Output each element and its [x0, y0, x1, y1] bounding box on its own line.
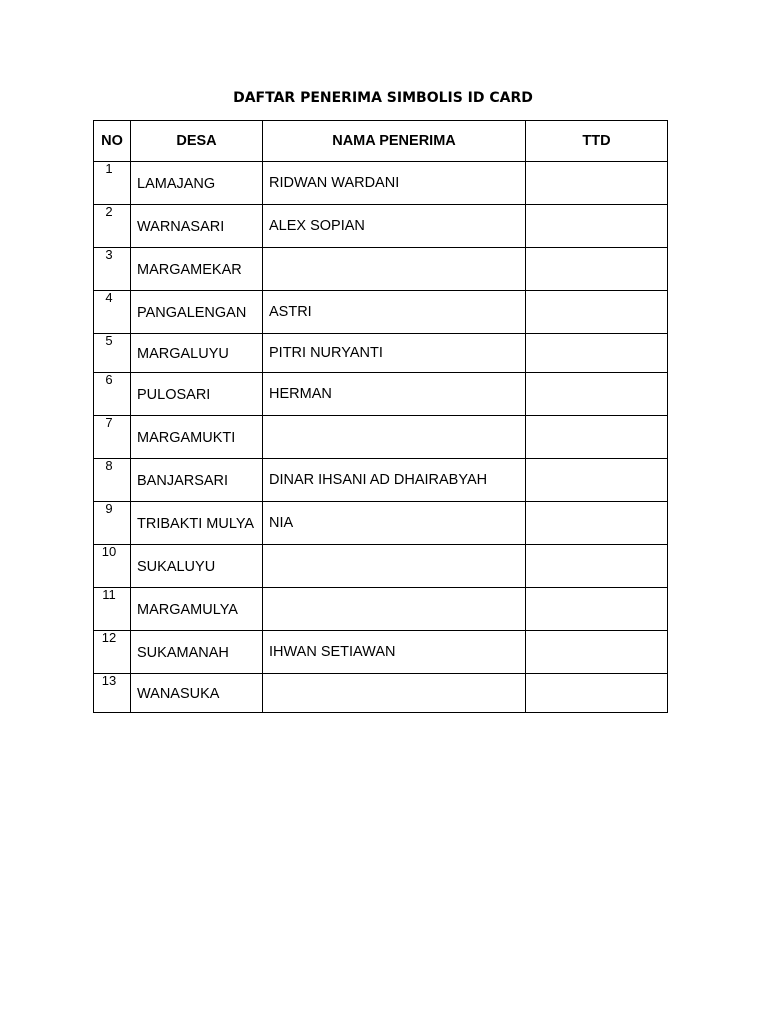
- table-row: [94, 205, 668, 248]
- cell-ttd: [526, 248, 668, 291]
- table-body: [94, 162, 668, 713]
- header-ttd: TTD: [526, 121, 668, 162]
- cell-desa: LAMAJANG: [131, 162, 263, 205]
- header-no: NO: [94, 121, 131, 162]
- cell-nama-penerima: [263, 674, 526, 713]
- table-row: [94, 416, 668, 459]
- cell-ttd: [526, 502, 668, 545]
- cell-ttd: [526, 631, 668, 674]
- table-row: [94, 373, 668, 416]
- table-row: [94, 502, 668, 545]
- cell-nama-penerima: NIA: [263, 502, 526, 545]
- cell-no: 3: [94, 248, 131, 291]
- cell-desa: MARGAMULYA: [131, 588, 263, 631]
- cell-desa: SUKALUYU: [131, 545, 263, 588]
- cell-nama-penerima: HERMAN: [263, 373, 526, 416]
- cell-desa: MARGAMUKTI: [131, 416, 263, 459]
- cell-nama-penerima: [263, 545, 526, 588]
- cell-ttd: [526, 205, 668, 248]
- cell-desa: PULOSARI: [131, 373, 263, 416]
- header-nama-penerima: NAMA PENERIMA: [263, 121, 526, 162]
- cell-no: 13: [94, 674, 131, 713]
- cell-ttd: [526, 416, 668, 459]
- cell-ttd: [526, 291, 668, 334]
- table-row: [94, 674, 668, 713]
- table-row: [94, 631, 668, 674]
- cell-no: 9: [94, 502, 131, 545]
- cell-no: 2: [94, 205, 131, 248]
- cell-ttd: [526, 545, 668, 588]
- cell-ttd: [526, 334, 668, 373]
- cell-desa: BANJARSARI: [131, 459, 263, 502]
- cell-nama-penerima: RIDWAN WARDANI: [263, 162, 526, 205]
- cell-nama-penerima: [263, 416, 526, 459]
- cell-ttd: [526, 162, 668, 205]
- cell-nama-penerima: DINAR IHSANI AD DHAIRABYAH: [263, 459, 526, 502]
- cell-nama-penerima: PITRI NURYANTI: [263, 334, 526, 373]
- page-title: DAFTAR PENERIMA SIMBOLIS ID CARD: [233, 90, 533, 106]
- cell-desa: MARGALUYU: [131, 334, 263, 373]
- cell-desa: MARGAMEKAR: [131, 248, 263, 291]
- cell-nama-penerima: [263, 248, 526, 291]
- cell-ttd: [526, 373, 668, 416]
- cell-desa: PANGALENGAN: [131, 291, 263, 334]
- table-row: [94, 545, 668, 588]
- cell-no: 1: [94, 162, 131, 205]
- cell-desa: TRIBAKTI MULYA: [131, 502, 263, 545]
- cell-nama-penerima: ASTRI: [263, 291, 526, 334]
- table-row: [94, 291, 668, 334]
- table-row: [94, 588, 668, 631]
- cell-nama-penerima: ALEX SOPIAN: [263, 205, 526, 248]
- cell-desa: SUKAMANAH: [131, 631, 263, 674]
- table-row: [94, 459, 668, 502]
- cell-no: 5: [94, 334, 131, 373]
- header-desa: DESA: [131, 121, 263, 162]
- cell-nama-penerima: IHWAN SETIAWAN: [263, 631, 526, 674]
- table-row: [94, 248, 668, 291]
- cell-desa: WARNASARI: [131, 205, 263, 248]
- table-row: [94, 334, 668, 373]
- cell-no: 7: [94, 416, 131, 459]
- cell-ttd: [526, 674, 668, 713]
- cell-no: 10: [94, 545, 131, 588]
- cell-no: 4: [94, 291, 131, 334]
- cell-desa: WANASUKA: [131, 674, 263, 713]
- cell-nama-penerima: [263, 588, 526, 631]
- cell-ttd: [526, 588, 668, 631]
- cell-no: 6: [94, 373, 131, 416]
- cell-no: 12: [94, 631, 131, 674]
- cell-no: 11: [94, 588, 131, 631]
- cell-no: 8: [94, 459, 131, 502]
- table-row: [94, 162, 668, 205]
- recipients-table: [93, 120, 668, 713]
- cell-ttd: [526, 459, 668, 502]
- table-header-row: [94, 121, 668, 162]
